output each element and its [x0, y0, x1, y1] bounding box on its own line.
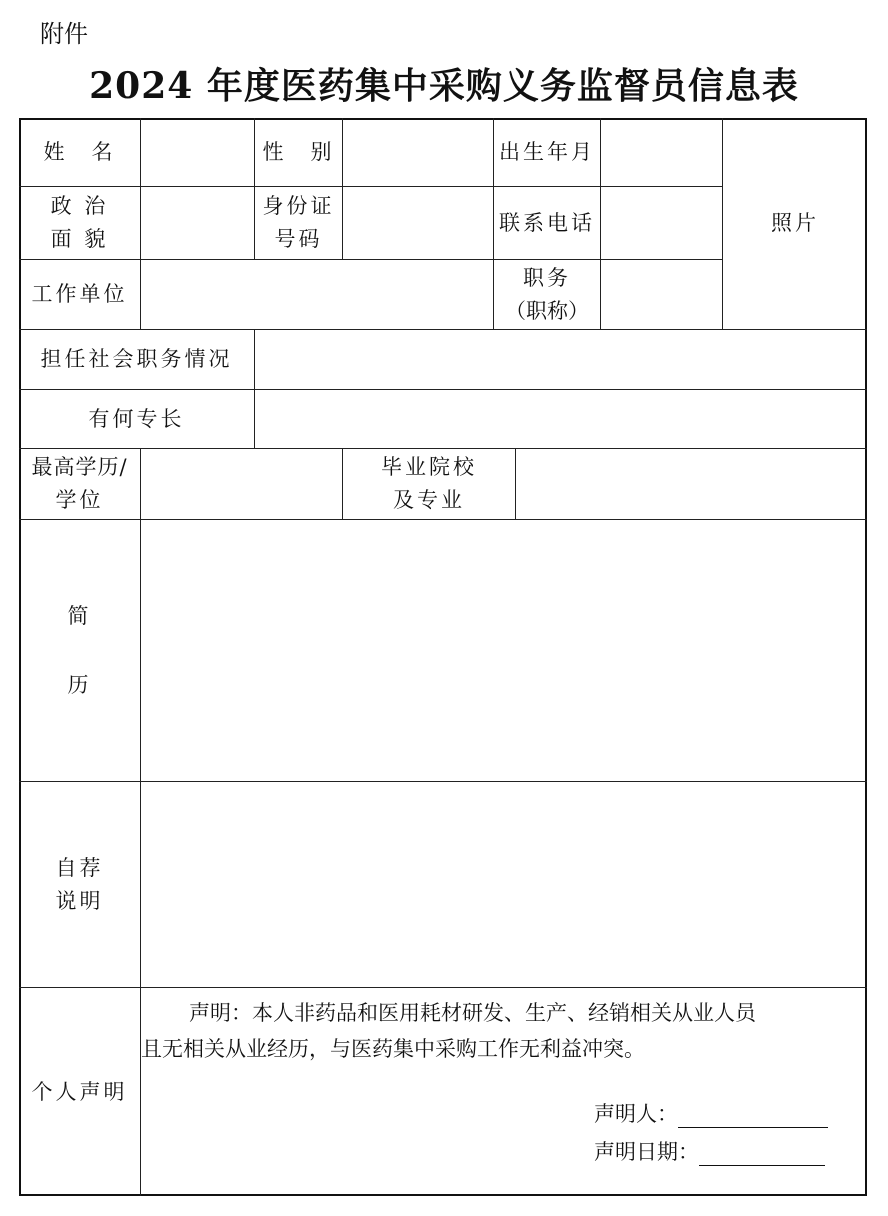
- attachment-label: 附件: [40, 20, 88, 48]
- political-label: 政 治 面 貌: [50, 194, 109, 251]
- signer-blank[interactable]: [678, 1105, 828, 1128]
- resume-label: 简 历: [67, 603, 92, 697]
- signer-label: 声明人：: [594, 1102, 678, 1126]
- declaration-label: 个人声明: [31, 1079, 128, 1104]
- school-label: 毕业院校 及专业: [381, 455, 477, 512]
- declaration-line: 声明：本人非药品和医用耗材研发、生产、经销相关从业人员: [189, 1001, 756, 1025]
- declaration-line: 且无相关从业经历，与医药集中采购工作无利益冲突。: [141, 1037, 645, 1061]
- id-number-label: 身份证 号码: [262, 194, 335, 251]
- school-field[interactable]: [516, 449, 867, 519]
- declaration-text: [141, 995, 867, 1067]
- education-field[interactable]: [141, 449, 342, 519]
- self-recommendation-label: 自荐 说明: [55, 855, 104, 913]
- gender-label: 性 别: [262, 139, 335, 164]
- photo-box[interactable]: 照片: [771, 211, 819, 236]
- social-duty-field[interactable]: [255, 330, 867, 389]
- name-label: 姓 名: [43, 139, 116, 164]
- position-label: 职务 （职称）: [505, 265, 589, 323]
- phone-label: 联系电话: [499, 210, 595, 235]
- self-recommendation-field[interactable]: [141, 782, 867, 987]
- gender-field[interactable]: [343, 118, 493, 186]
- page-title: 2024 年度医药集中采购义务监督员信息表: [89, 65, 799, 107]
- political-field[interactable]: [141, 187, 254, 259]
- position-field[interactable]: [601, 260, 722, 329]
- social-duty-label: 担任社会职务情况: [40, 347, 233, 372]
- birth-label: 出生年月: [499, 139, 595, 164]
- specialty-field[interactable]: [255, 390, 867, 448]
- name-field[interactable]: [141, 118, 254, 186]
- birth-field[interactable]: [601, 118, 722, 186]
- specialty-label: 有何专长: [88, 406, 185, 431]
- date-row: [594, 1136, 825, 1166]
- date-label: 声明日期：: [594, 1140, 699, 1164]
- education-label: 最高学历/ 学位: [31, 455, 128, 512]
- signer-row: [594, 1098, 828, 1128]
- resume-field[interactable]: [141, 520, 867, 781]
- id-number-field[interactable]: [343, 187, 493, 259]
- date-blank[interactable]: [699, 1143, 825, 1166]
- phone-field[interactable]: [601, 187, 722, 259]
- row-divider: [19, 987, 867, 988]
- work-unit-field[interactable]: [141, 260, 493, 329]
- work-unit-label: 工作单位: [31, 282, 128, 307]
